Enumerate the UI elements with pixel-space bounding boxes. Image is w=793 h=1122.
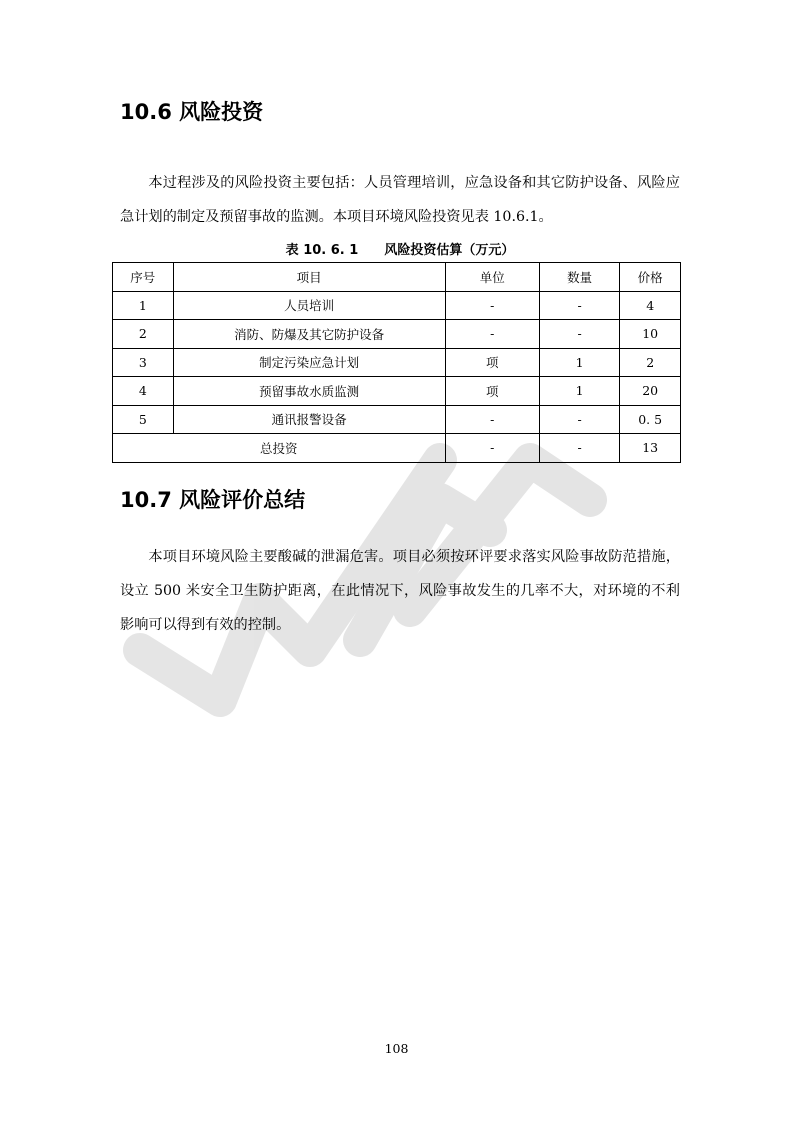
cell-unit: - — [445, 405, 539, 434]
cell-price: 20 — [620, 377, 681, 406]
cell-unit: - — [445, 291, 539, 320]
cell-total-price: 13 — [620, 434, 681, 463]
table-row — [113, 348, 681, 377]
table-row — [113, 377, 681, 406]
cell-total-quantity: - — [539, 434, 619, 463]
cell-price: 2 — [620, 348, 681, 377]
cell-price: 10 — [620, 320, 681, 349]
cell-unit: 项 — [445, 377, 539, 406]
cell-quantity: 1 — [539, 377, 619, 406]
header-cell-quantity: 数量 — [539, 263, 619, 292]
section-paragraph-10-6: 本过程涉及的风险投资主要包括：人员管理培训，应急设备和其它防护设备、风险应急计划的制定及预留事故的监测。本项目环境风险投资见表 10.6.1。 — [120, 175, 680, 225]
cell-no: 2 — [113, 320, 174, 349]
risk-investment-table — [112, 262, 681, 463]
cell-no: 3 — [113, 348, 174, 377]
cell-no: 4 — [113, 377, 174, 406]
page-number: 108 — [384, 1041, 409, 1056]
header-cell-unit: 单位 — [445, 263, 539, 292]
section-heading-10-6: 10.6 风险投资 — [120, 100, 264, 124]
header-cell-price: 价格 — [620, 263, 681, 292]
cell-unit: - — [445, 320, 539, 349]
cell-total-label: 总投资 — [113, 434, 446, 463]
cell-quantity: 1 — [539, 348, 619, 377]
table-caption-title: 风险投资估算（万元） — [384, 243, 515, 258]
table-total-row — [113, 434, 681, 463]
cell-item: 消防、防爆及其它防护设备 — [173, 320, 445, 349]
cell-item: 通讯报警设备 — [173, 405, 445, 434]
header-cell-no: 序号 — [113, 263, 174, 292]
cell-item: 人员培训 — [173, 291, 445, 320]
cell-quantity: - — [539, 320, 619, 349]
section-paragraph-10-7: 本项目环境风险主要酸碱的泄漏危害。项目必须按环评要求落实风险事故防范措施，设立 500 米安全卫生防护距离，在此情况下，风险事故发生的几率不大，对环境的不利影响可以得到有效的控制。 — [120, 549, 680, 633]
cell-no: 5 — [113, 405, 174, 434]
cell-item: 制定污染应急计划 — [173, 348, 445, 377]
cell-quantity: - — [539, 291, 619, 320]
header-cell-item: 项目 — [173, 263, 445, 292]
cell-price: 4 — [620, 291, 681, 320]
table-caption-number: 表 10. 6. 1 — [285, 243, 359, 258]
table-caption — [120, 239, 680, 258]
cell-unit: 项 — [445, 348, 539, 377]
table-row — [113, 291, 681, 320]
cell-total-unit: - — [445, 434, 539, 463]
cell-price: 0. 5 — [620, 405, 681, 434]
table-row — [113, 320, 681, 349]
cell-item: 预留事故水质监测 — [173, 377, 445, 406]
section-heading-10-7: 10.7 风险评价总结 — [120, 488, 306, 512]
table-header-row — [113, 263, 681, 292]
table-row — [113, 405, 681, 434]
cell-quantity: - — [539, 405, 619, 434]
cell-no: 1 — [113, 291, 174, 320]
